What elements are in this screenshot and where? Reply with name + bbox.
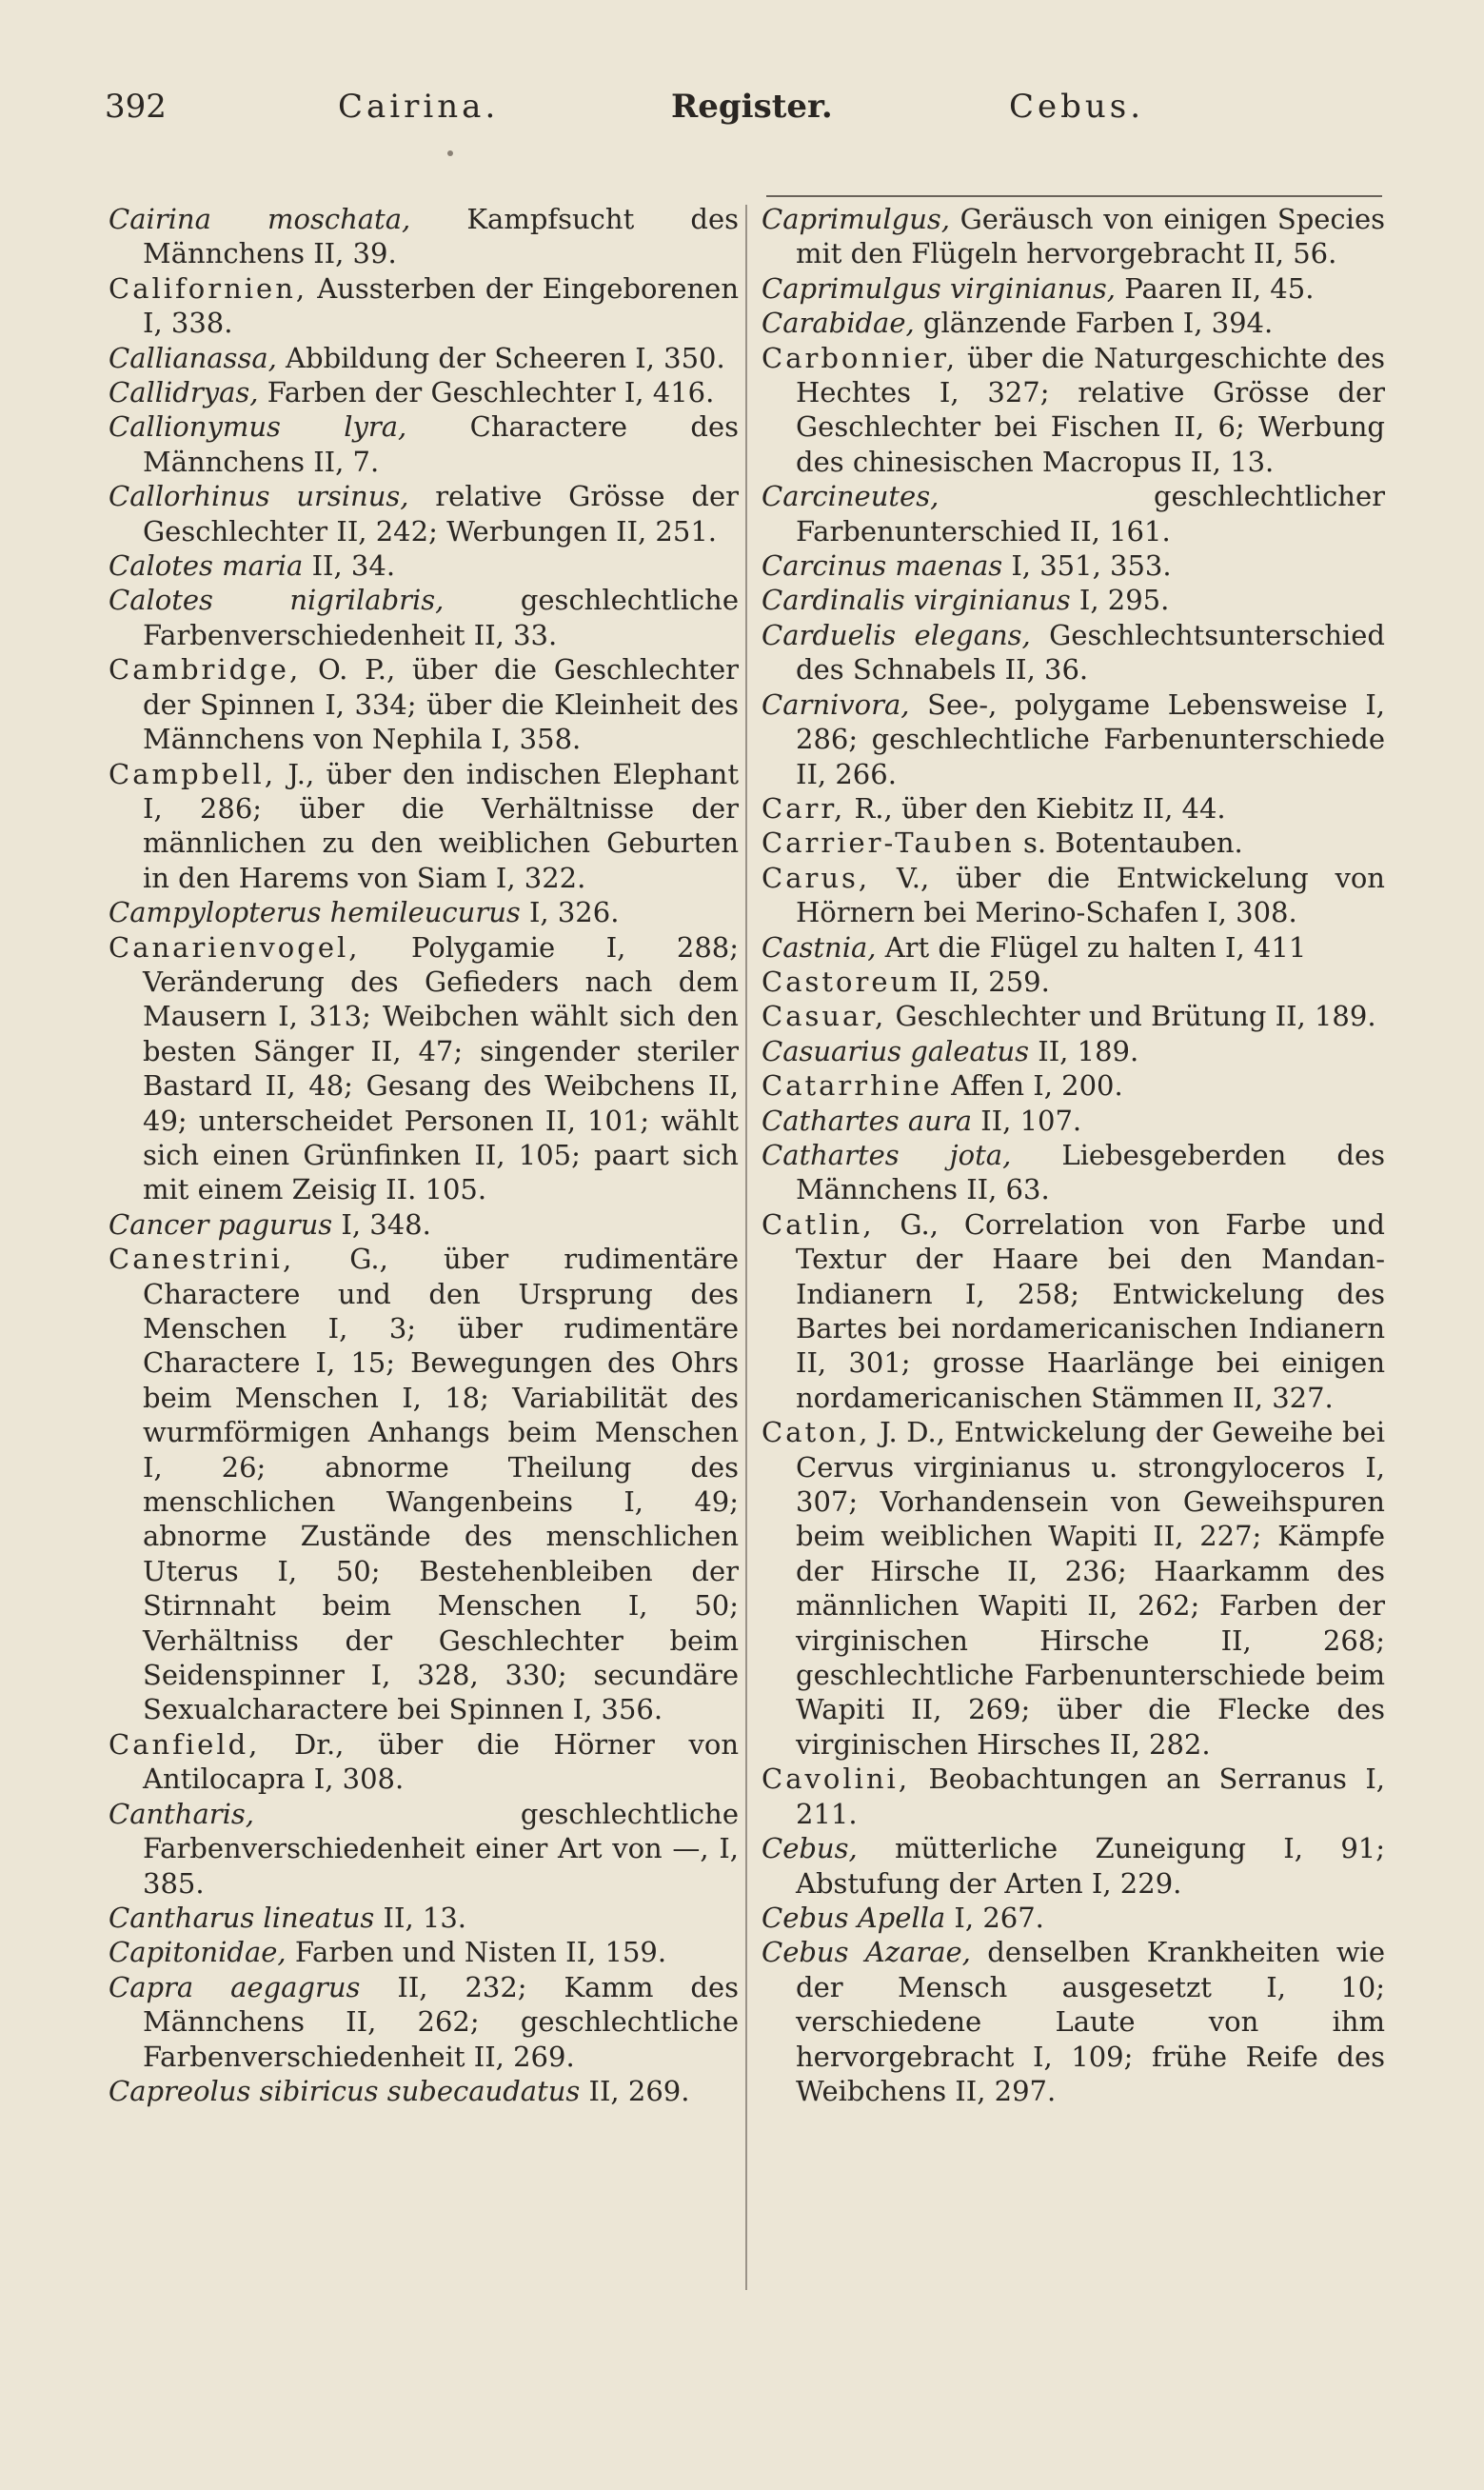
index-term: Caton, [762,1416,871,1449]
index-entry [109,271,739,341]
index-references: geschlechtliche Farbenverschiedenheit II, 33. [143,584,740,651]
index-entry [762,1104,1385,1138]
index-references: II, 107. [972,1104,1082,1137]
index-entry [109,1797,739,1901]
index-term: Cantharis, [109,1797,255,1830]
index-references: Geräusch von einigen Species mit den Flügeln hervorgebracht II, 56. [796,203,1385,270]
index-term: Castnia, [762,930,877,964]
index-references: Art die Flügel zu halten I, 411 [876,930,1307,964]
index-entry [762,965,1385,999]
index-references: G., Correlation von Farbe und Textur der Haare bei den Mandan-Indianern I, 258; Entwickelung des Bartes bei nordamericanischen Indianern II, 301; grosse Haarlänge bei einigen nordamericanischen Stämmen II, 327. [796,1207,1385,1414]
index-entry [109,1727,739,1797]
column-divider [745,205,747,2290]
index-term: Casuar, [762,1000,887,1033]
index-term: Carduelis elegans, [762,618,1031,651]
index-references: Farben der Geschlechter I, 416. [258,376,715,409]
index-references: Beobachtungen an Serranus I, 211. [796,1763,1385,1830]
index-entry [762,1901,1385,1935]
header-left: Cairina. [338,88,500,126]
header-rule [766,195,1382,197]
index-references: Aussterben der Eingeborenen I, 338. [143,271,739,340]
index-entry [109,895,739,929]
index-term: Carrier-Tauben [762,827,1015,860]
index-references: II, 269. [580,2074,690,2107]
index-references: I, 267. [945,1901,1044,1934]
index-entry [762,1935,1385,2108]
index-references: Affen I, 200. [941,1069,1123,1103]
index-term: Calotes nigrilabris, [109,584,445,617]
index-references: geschlechtliche Farbenverschiedenheit einer Art von —, I, 385. [143,1797,739,1900]
index-references: geschlechtlicher Farbenunterschied II, 161. [796,480,1385,548]
index-references: II, 13. [374,1901,466,1934]
index-entry [109,1970,739,2074]
index-references: J., über den indischen Elephant I, 286; über die Verhältnisse der männlichen zu den weiblichen Geburten in den Harems von Siam I, 322. [143,757,739,894]
left-column [109,202,739,2108]
index-term: Canfield, [109,1727,261,1761]
index-entry [762,583,1385,617]
index-term: Cebus Apella [762,1901,946,1934]
index-entry [762,1034,1385,1068]
index-term: Castoreum [762,965,940,998]
index-entry [762,479,1385,548]
index-entry [109,583,739,652]
index-references: II, 34. [303,549,396,583]
index-term: Capitonidae, [109,1936,287,1969]
index-references: G., über rudimentäre Charactere und den Ursprung des Menschen I, 3; über rudimentäre Charactere I, 15; Bewegungen des Ohrs beim Menschen I, 18; Variabilität des wurmförmigen Anhangs beim Menschen I, 26; abnorme Theilung des menschlichen Wangenbeins I, 49; abnorme Zustände des menschlichen Uterus I, 50; Bestehenbleiben der Stirnnaht beim Menschen I, 50; Verhältniss der Geschlechter beim Seidenspinner I, 328, 330; secundäre Sexualcharactere bei Spinnen I, 356. [143,1243,739,1726]
index-term: Cebus, [762,1832,858,1865]
index-references: Farben und Nisten II, 159. [286,1936,667,1969]
index-references: Abbildung der Scheeren I, 350. [276,341,725,374]
index-entry [109,757,739,896]
index-entry [762,791,1385,826]
index-entry [109,2074,739,2108]
print-speck [447,150,453,156]
running-header [105,88,1375,135]
index-term: Campbell, [109,757,277,790]
index-entry [109,202,739,271]
index-term: Caprimulgus, [762,203,950,235]
index-term: Capreolus sibiricus subecaudatus [109,2074,581,2107]
index-entry [109,409,739,479]
index-references: II, 232; Kamm des Männchens II, 262; geschlechtliche Farbenverschiedenheit II, 269. [143,1970,739,2073]
index-term: Cantharus lineatus [109,1901,375,1934]
index-entry [762,1415,1385,1762]
index-references: Geschlechter und Brütung II, 189. [886,1000,1376,1033]
index-entry [109,1935,739,1969]
index-term: Cambridge, [109,653,302,687]
index-term: Capra aegagrus [109,1970,361,2003]
index-references: II, 189. [1029,1034,1139,1067]
index-references: I, 326. [520,896,620,929]
index-entry [109,1207,739,1242]
index-term: Callionymus lyra, [109,410,407,444]
index-references: See-, polygame Lebensweise I, 286; geschlechtliche Farbenunterschiede II, 266. [796,687,1385,790]
index-term: Campylopterus hemileucurus [109,896,521,929]
index-term: Carcinus maenas [762,549,1003,583]
page-number: 392 [105,88,167,126]
index-references: I, 351, 353. [1002,549,1172,583]
index-term: Canestrini, [109,1243,295,1276]
index-references: R., über den Kiebitz II, 44. [845,791,1226,825]
index-references: Liebesgeberden des Männchens II, 63. [796,1138,1385,1206]
index-term: Callianassa, [109,341,277,374]
index-entry [109,1242,739,1727]
index-references: Dr., über die Hörner von Antilocapra I, 308. [143,1727,739,1796]
index-references: I, 295. [1070,584,1170,617]
index-entry [762,1138,1385,1207]
index-references: I, 348. [332,1207,431,1241]
index-term: Caprimulgus virginianus, [762,271,1117,305]
index-entry [762,618,1385,687]
index-term: Cebus Azarae, [762,1936,971,1969]
index-references: V., über die Entwickelung von Hörnern bei Merino-Schafen I, 308. [796,861,1385,929]
index-entry [109,548,739,583]
right-column [762,202,1385,2108]
index-entry [762,341,1385,480]
index-entry [762,861,1385,930]
index-entry [109,652,739,756]
index-term: Calotes maria [109,549,304,583]
index-entry [109,1901,739,1935]
index-references: über die Naturgeschichte des Hechtes I, 327; relative Grösse der Geschlechter bei Fischen II, 6; Werbung des chinesischen Macropus II, 13. [796,341,1385,478]
index-term: Cancer pagurus [109,1207,333,1241]
index-term: Carus, [762,861,871,894]
index-entry [762,202,1385,271]
index-entry [109,479,739,548]
index-references: glänzende Farben I, 394. [914,307,1274,340]
index-entry [762,548,1385,583]
index-term: Catarrhine [762,1069,942,1103]
index-term: Casuarius galeatus [762,1034,1030,1067]
index-references: Paaren II, 45. [1116,271,1315,305]
index-entry [762,1207,1385,1415]
index-references: O. P., über die Geschlechter der Spinnen I, 334; über die Kleinheit des Männchens von Nephila I, 358. [143,653,739,756]
header-center: Register. [671,88,833,126]
index-references: Geschlechtsunterschied des Schnabels II, 36. [796,618,1385,687]
index-references: denselben Krankheiten wie der Mensch ausgesetzt I, 10; verschiedene Laute von ihm hervorgebracht I, 109; frühe Reife des Weibchens II, 297. [796,1936,1385,2107]
index-references: J. D., Entwickelung der Geweihe bei Cervus virginianus u. strongyloceros I, 307; Vorhandensein von Geweihspuren beim weiblichen Wapiti II, 227; Kämpfe der Hirsche II, 236; Haarkamm des männlichen Wapiti II, 262; Farben der virginischen Hirsche II, 268; geschlechtliche Farbenunterschiede beim Wapiti II, 269; über die Flecke des virginischen Hirsches II, 282. [796,1416,1385,1761]
index-term: Cavolini, [762,1763,911,1796]
index-term: Carcineutes, [762,480,940,513]
index-entry [109,375,739,409]
index-term: Carbonnier, [762,341,959,374]
index-entry [762,1068,1385,1103]
index-term: Callidryas, [109,376,259,409]
index-entry [762,930,1385,965]
index-references: Polygamie I, 288; Veränderung des Gefieders nach dem Mausern I, 313; Weibchen wählt sich den besten Sänger II, 47; singender steriler Bastard II, 48; Gesang des Weibchens II, 49; unterscheidet Personen II, 101; wählt sich einen Grünfinken II, 105; paart sich mit einem Zeisig II. 105. [143,930,739,1206]
index-entry [762,999,1385,1033]
index-term: Carabidae, [762,307,915,340]
index-term: Cathartes jota, [762,1138,1012,1171]
index-references: s. Botentauben. [1014,827,1243,860]
index-references: II, 259. [940,965,1050,998]
index-entry [762,1831,1385,1901]
index-entry [762,1762,1385,1831]
index-term: Cardinalis virginianus [762,584,1071,617]
index-term: Catlin, [762,1207,875,1241]
index-term: Carr, [762,791,846,825]
index-term: Cairina moschata, [109,203,411,235]
index-term: Callorhinus ursinus, [109,480,409,513]
index-entry [109,930,739,1207]
index-references: Charactere des Männchens II, 7. [143,410,739,478]
index-entry [762,826,1385,860]
index-entry [109,341,739,375]
index-references: mütterliche Zuneigung I, 91; Abstufung der Arten I, 229. [796,1832,1385,1900]
index-term: Canarienvogel, [109,930,361,964]
index-references: Kampfsucht des Männchens II, 39. [143,203,739,270]
index-term: Carnivora, [762,687,910,721]
header-right: Cebus. [1009,88,1145,126]
index-term: Californien, [109,271,308,305]
index-term: Cathartes aura [762,1104,972,1137]
index-references: relative Grösse der Geschlechter II, 242; Werbungen II, 251. [143,480,739,548]
index-entry [762,687,1385,791]
index-entry [762,306,1385,340]
index-entry [762,271,1385,306]
